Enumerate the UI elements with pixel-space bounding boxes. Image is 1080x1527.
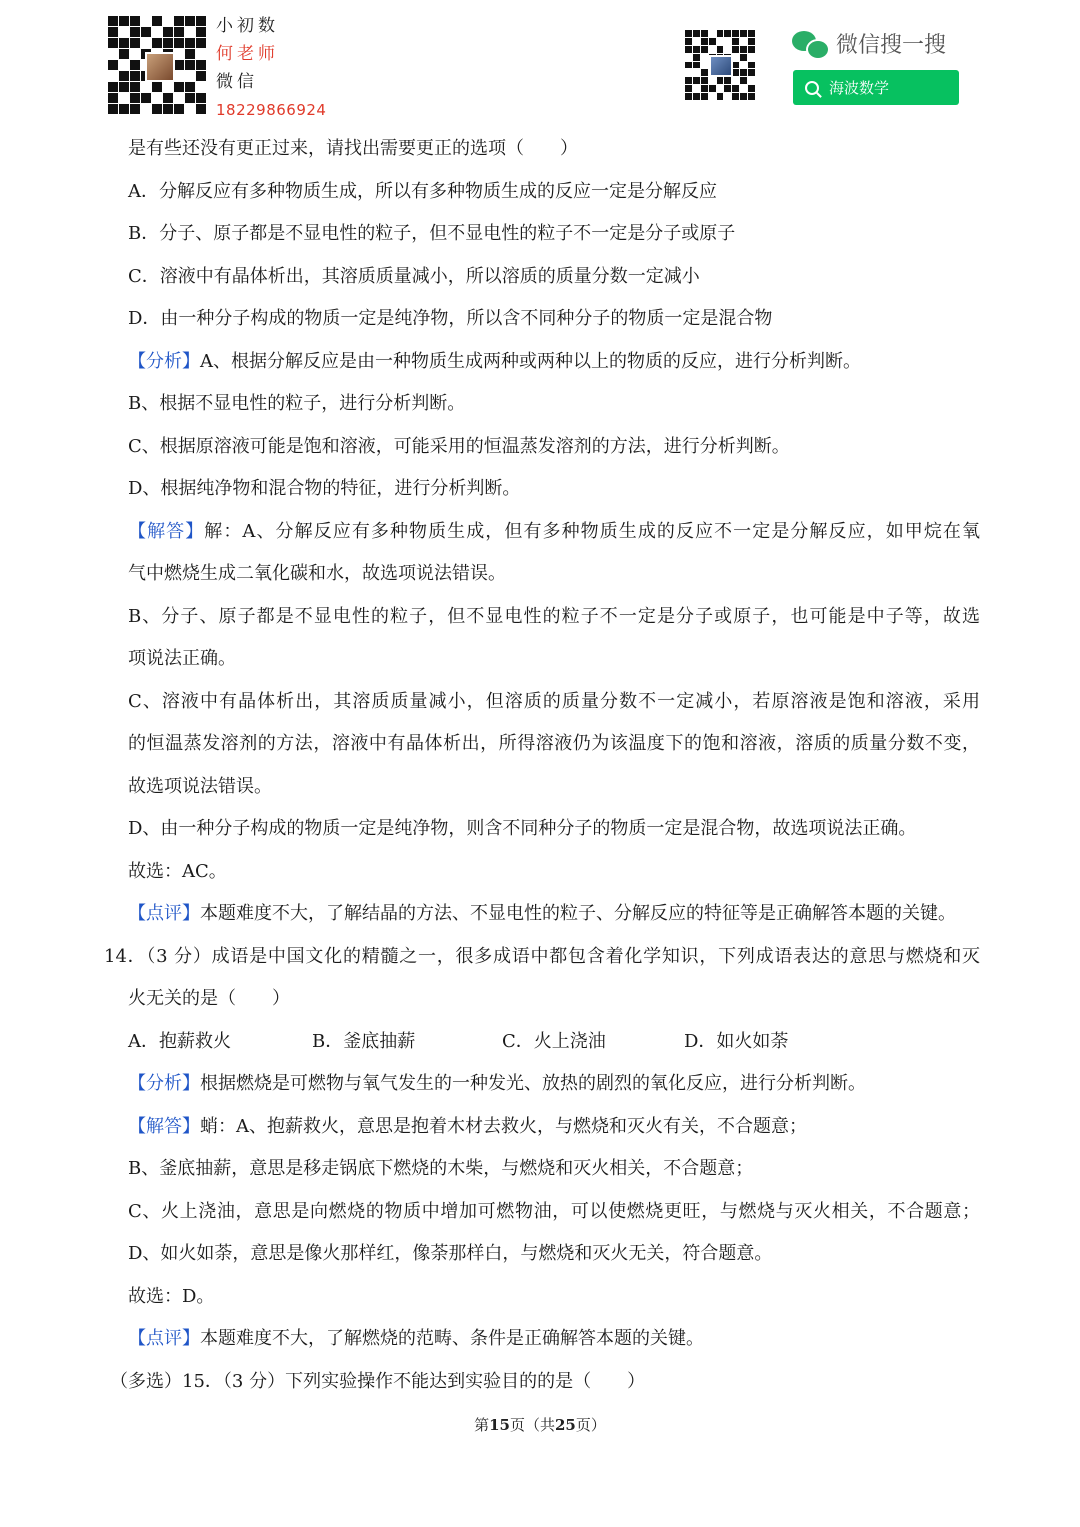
q13-answer-line-6: 的恒温蒸发溶剂的方法，溶液中有晶体析出，所得溶液仍为该温度下的饱和溶液，溶质的质量分数不变， (128, 733, 980, 754)
q13-analysis-c: C、根据原溶液可能是饱和溶液，可能采用的恒温蒸发溶剂的方法，进行分析判断。 (128, 435, 790, 457)
q14-answer-line-5: 故选：D。 (128, 1285, 215, 1307)
q13-analysis (0, 341, 1080, 384)
wechat-search-label: 海波数学 (829, 79, 890, 97)
q13-answer-line-9: 故选：AC。 (128, 860, 227, 882)
page-footer (0, 1414, 1080, 1435)
wechat-search-button[interactable] (793, 70, 959, 105)
q13-answer-line-8: D、由一种分子构成的物质一定是纯净物，则含不同种分子的物质一定是混合物，故选项说法正确。 (128, 818, 917, 839)
q13-answer-line-5: C、溶液中有晶体析出，其溶质质量减小，但溶质的质量分数不一定减小，若原溶液是饱和溶液，采用 (128, 690, 980, 712)
q13-answer (0, 511, 1080, 554)
footer-page-number: 15 (489, 1416, 510, 1434)
contact-line-2: 何老师 (216, 44, 279, 64)
q14-stem-line-1: 14．（3 分）成语是中国文化的精髓之一，很多成语中都包含着化学知识，下列成语表达的意思与燃烧和灭 (104, 945, 980, 967)
answer-tag: 【解答】 (128, 1115, 200, 1137)
q13-answer-line-3: B、分子、原子都是不显电性的粒子，但不显电性的粒子不一定是分子或原子，也可能是中子等，故选 (128, 605, 980, 627)
page-content (0, 128, 1080, 1403)
q13-option-d: D．由一种分子构成的物质一定是纯净物，所以含不同种分子的物质一定是混合物 (128, 308, 773, 329)
contact-info (216, 12, 326, 124)
q13-analysis-d: D、根据纯净物和混合物的特征，进行分析判断。 (128, 478, 521, 499)
q13-analysis-b: B、根据不显电性的粒子，进行分析判断。 (128, 393, 466, 414)
contact-line-1: 小初数 (216, 16, 279, 36)
q14-answer-line-4: D、如火如荼，意思是像火那样红，像荼那样白，与燃烧和灭火无关，符合题意。 (128, 1243, 773, 1264)
q13-comment-text: 本题难度不大，了解结晶的方法、不显电性的粒子、分解反应的特征等是正确解答本题的关键。 (200, 903, 956, 924)
q13-analysis-a: A、根据分解反应是由一种物质生成两种或两种以上的物质的反应，进行分析判断。 (200, 350, 861, 372)
q14-comment (0, 1318, 1080, 1361)
q13-answer-line-7: 故选项说法错误。 (128, 775, 272, 797)
q14-comment-text: 本题难度不大，了解燃烧的范畴、条件是正确解答本题的关键。 (200, 1328, 704, 1349)
q13-answer-line-4: 项说法正确。 (128, 648, 236, 669)
q14-options (0, 1021, 1080, 1064)
q13-stem-tail: 是有些还没有更正过来，请找出需要更正的选项（ ） (128, 138, 578, 159)
q14-answer-line-3: C、火上浇油，意思是向燃烧的物质中增加可燃物油，可以使燃烧更旺，与燃烧与灭火相关，不合题意； (128, 1200, 980, 1222)
q13-option-c: C．溶液中有晶体析出，其溶质质量减小，所以溶质的质量分数一定减小 (128, 265, 700, 287)
q14-option-b: B．釜底抽薪 (312, 1030, 416, 1052)
q13-answer-line-1: 解：A、分解反应有多种物质生成，但有多种物质生成的反应不一定是分解反应，如甲烷在氧 (204, 520, 981, 542)
comment-tag: 【点评】 (128, 903, 200, 924)
q13-answer-line-2: 气中燃烧生成二氧化碳和水，故选项说法错误。 (128, 563, 506, 584)
q13-option-a: A．分解反应有多种物质生成，所以有多种物质生成的反应一定是分解反应 (128, 180, 717, 202)
contact-line-3: 微信 (216, 72, 258, 92)
q14-option-d: D．如火如荼 (684, 1030, 789, 1052)
footer-prefix: 第 (474, 1416, 490, 1434)
footer-mid: 页（共 (509, 1416, 555, 1434)
comment-tag: 【点评】 (128, 1328, 200, 1349)
q14-answer-line-1: 蛸：A、抱薪救火，意思是抱着木材去救火，与燃烧和灭火有关，不合题意； (200, 1115, 807, 1137)
answer-tag: 【解答】 (128, 520, 205, 542)
wechat-brand-label: 微信搜一搜 (836, 33, 947, 58)
q13-option-b: B．分子、原子都是不显电性的粒子，但不显电性的粒子不一定是分子或原子 (128, 223, 736, 244)
q14-analysis-text: 根据燃烧是可燃物与氧气发生的一种发光、放热的剧烈的氧化反应，进行分析判断。 (200, 1073, 866, 1094)
footer-total-pages: 25 (555, 1416, 576, 1434)
qr-center-image (709, 55, 733, 77)
contact-phone: 18229866924 (216, 101, 327, 119)
q14-stem-line-2: 火无关的是（ ） (128, 988, 290, 1009)
q14-option-a: A．抱薪救火 (128, 1030, 231, 1052)
q15-stem: （多选）15．（3 分）下列实验操作不能达到实验目的的是（ ） (110, 1370, 646, 1392)
q13-comment (0, 893, 1080, 936)
q14-option-c: C．火上浇油 (502, 1030, 606, 1052)
analysis-tag: 【分析】 (128, 350, 200, 372)
q14-answer-line-2: B、釜底抽薪，意思是移走锅底下燃烧的木柴，与燃烧和灭火相关，不合题意； (128, 1158, 754, 1179)
q14-analysis (0, 1063, 1080, 1106)
wechat-logo-icon (792, 29, 830, 59)
search-icon (805, 81, 819, 95)
q14-answer (0, 1106, 1080, 1149)
wechat-search-brand (792, 28, 946, 59)
qr-avatar-photo (145, 52, 175, 82)
footer-suffix: 页） (575, 1416, 606, 1434)
analysis-tag: 【分析】 (128, 1073, 200, 1094)
